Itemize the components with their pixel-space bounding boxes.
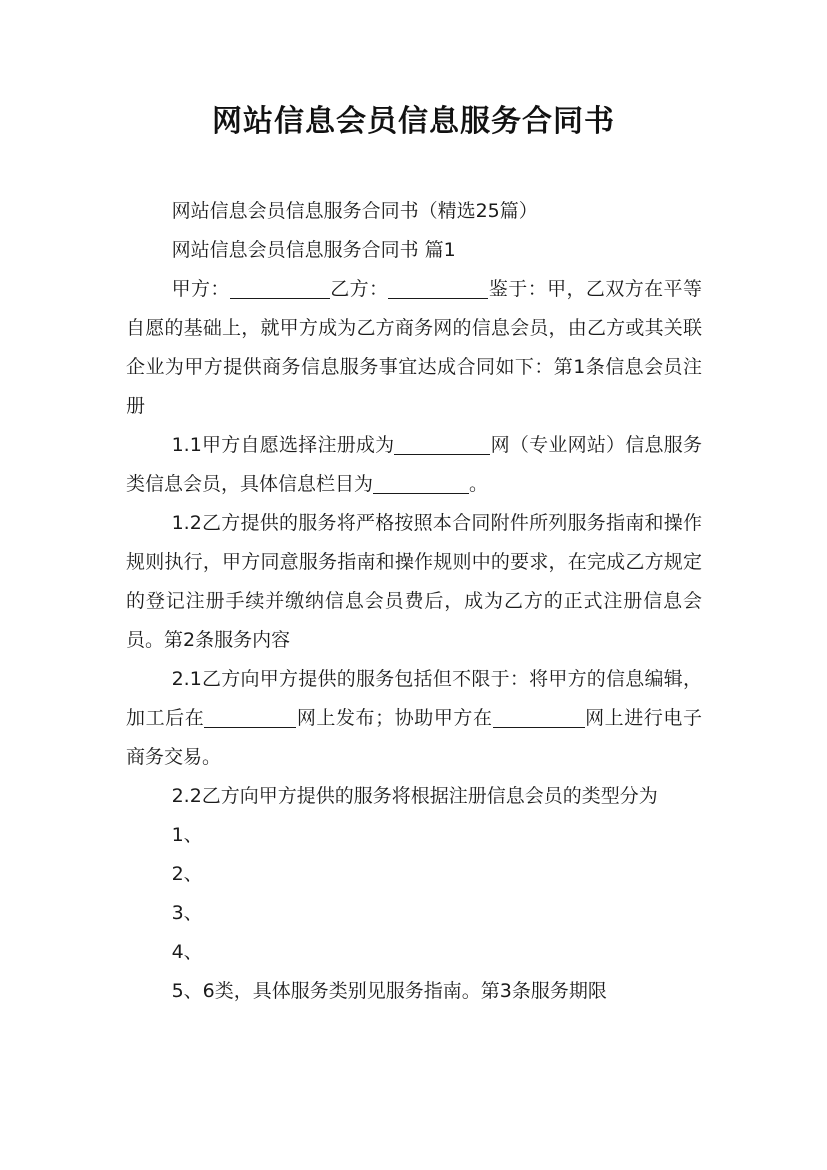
publish-site-blank [204,707,296,728]
column-name-blank [373,473,469,494]
document-body [126,192,702,1011]
list-item: 4、 [171,941,203,963]
clause-1-1 [126,426,702,504]
clause-1-1-middle: 网（专业网站）信息服务类信息会员，具体信息栏目为 [126,434,702,495]
clause-1-1-after: 。 [469,473,489,495]
list-item: 1、 [171,824,203,846]
clause-1-1-before: 1.1甲方自愿选择注册成为 [171,434,395,456]
subtitle-line: 网站信息会员信息服务合同书（精选25篇） [171,200,538,222]
clause-2-1 [126,660,702,777]
clause-2-1-after: 网上进行电子商务交易。 [126,707,702,768]
list-item: 2、 [171,863,203,885]
trade-site-blank [493,707,585,728]
last-line: 5、6类，具体服务类别见服务指南。第3条服务期限 [171,980,607,1002]
clause-2-2: 2.2乙方向甲方提供的服务将根据注册信息会员的类型分为 [171,785,658,807]
clause-2-1-middle: 网上发布；协助甲方在 [296,707,493,729]
party-b-blank [388,278,488,299]
clause-1-2: 1.2乙方提供的服务将严格按照本合同附件所列服务指南和操作规则执行，甲方同意服务指南和操作规则中的要求，在完成乙方规定的登记注册手续并缴纳信息会员费后，成为乙方的正式注册信息会员。第2条服务内容 [126,512,702,651]
website-name-blank [394,434,490,455]
party-a-blank [230,278,330,299]
parties-paragraph [126,270,702,426]
party-a-label: 甲方： [171,278,230,300]
clause-2-1-before: 2.1乙方向甲方提供的服务包括但不限于：将甲方的信息编辑，加工后在 [126,668,702,729]
document-title: 网站信息会员信息服务合同书 [212,104,615,139]
section-heading: 网站信息会员信息服务合同书 篇1 [171,239,456,261]
party-b-label: 乙方： [329,278,389,300]
parties-text: 鉴于：甲，乙双方在平等自愿的基础上，就甲方成为乙方商务网的信息会员，由乙方或其关联企业为甲方提供商务信息服务事宜达成合同如下：第1条信息会员注册 [126,278,702,417]
list-item: 3、 [171,902,203,924]
